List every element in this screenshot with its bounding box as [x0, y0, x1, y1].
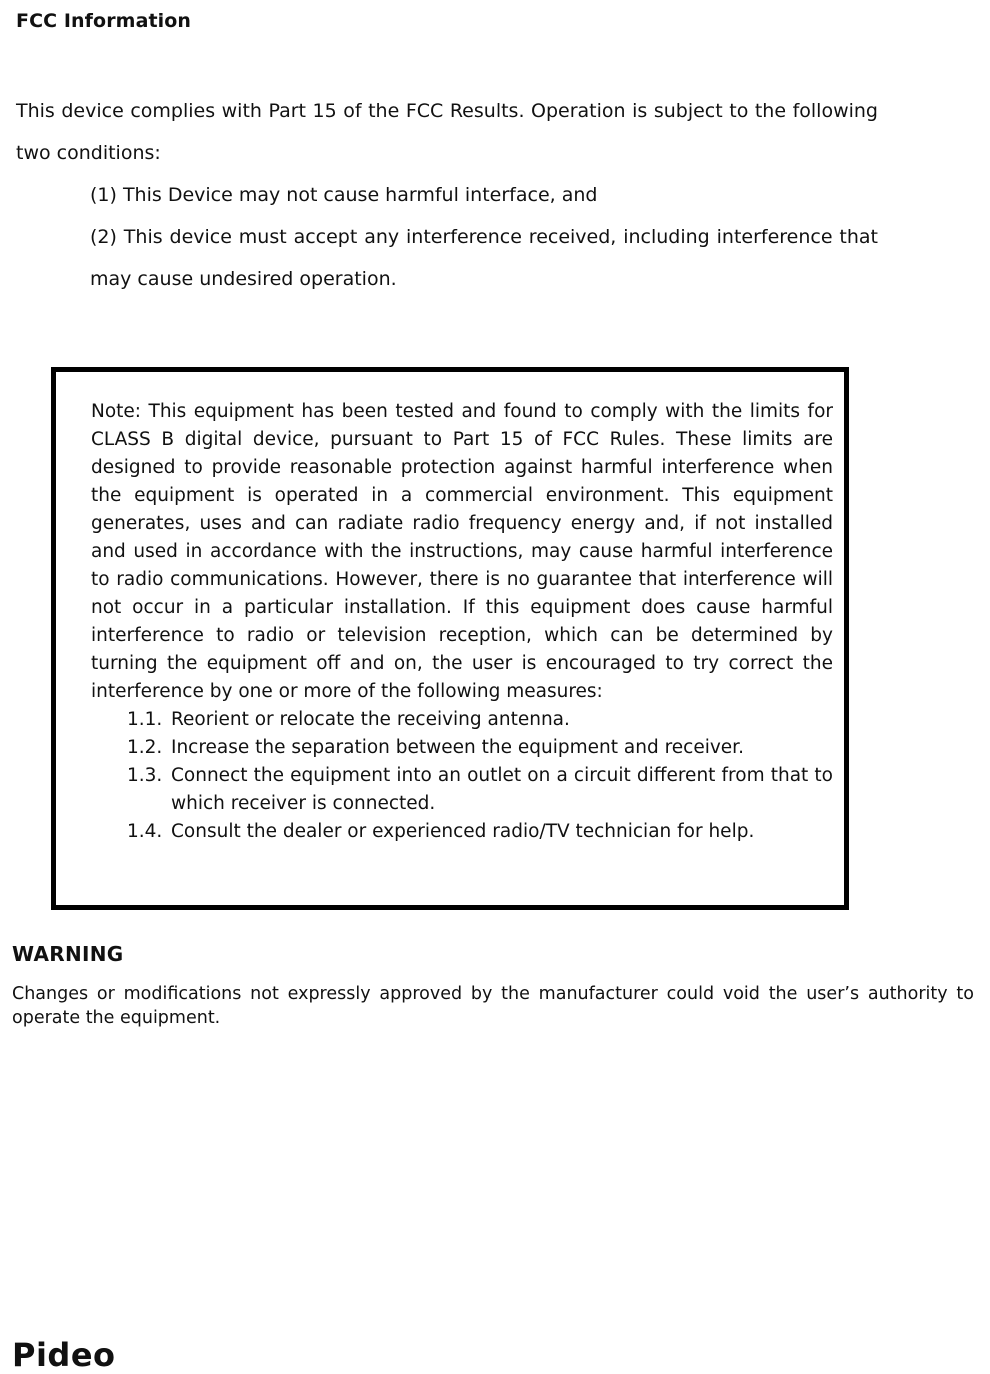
measure-text: Increase the separation between the equipment and receiver. [171, 737, 744, 758]
intro-section [16, 90, 878, 300]
measure-item [91, 706, 833, 734]
conditions-list [16, 174, 878, 300]
note-paragraph: Note: This equipment has been tested and found to comply with the limits for CLASS B digital device, pursuant to Part 15 of FCC Rules. These limits are designed to provide reasonable protection against harmful interference when the equipment is operated in a commercial environment. This equipment generates, uses and can radiate radio frequency energy and, if not installed and used in accordance with the instructions, may cause harmful interference to radio communications. However, there is no guarantee that interference will not occur in a particular installation. If this equipment does cause harmful interference to radio or television reception, which can be determined by turning the equipment off and on, the user is encouraged to try correct the interference by one or more of the following measures: [91, 401, 833, 702]
measures-list [91, 706, 833, 846]
measure-number: 1.1. [127, 709, 163, 730]
measure-number: 1.4. [127, 821, 163, 842]
page-title: FCC Information [16, 10, 192, 32]
warning-heading: WARNING [12, 942, 124, 966]
measure-text: Connect the equipment into an outlet on a circuit different from that to which receiver is connected. [171, 765, 833, 814]
measure-item [91, 734, 833, 762]
measure-text: Consult the dealer or experienced radio/TV technician for help. [171, 821, 755, 842]
intro-paragraph: This device complies with Part 15 of the FCC Results. Operation is subject to the following two conditions: [16, 100, 878, 164]
measure-item [91, 762, 833, 818]
measure-number: 1.3. [127, 765, 163, 786]
measure-item [91, 818, 833, 846]
condition-item: (1) This Device may not cause harmful interface, and [90, 184, 598, 206]
warning-text: Changes or modifications not expressly approved by the manufacturer could void the user’s authority to operate the equipment. [12, 984, 974, 1028]
measure-number: 1.2. [127, 737, 163, 758]
note-box [51, 367, 849, 910]
brand-logo: Pideo [12, 1336, 116, 1374]
condition-item: (2) This device must accept any interference received, including interference that may cause undesired operation. [90, 226, 878, 290]
note-content [91, 398, 833, 846]
measure-text: Reorient or relocate the receiving antenna. [171, 709, 570, 730]
